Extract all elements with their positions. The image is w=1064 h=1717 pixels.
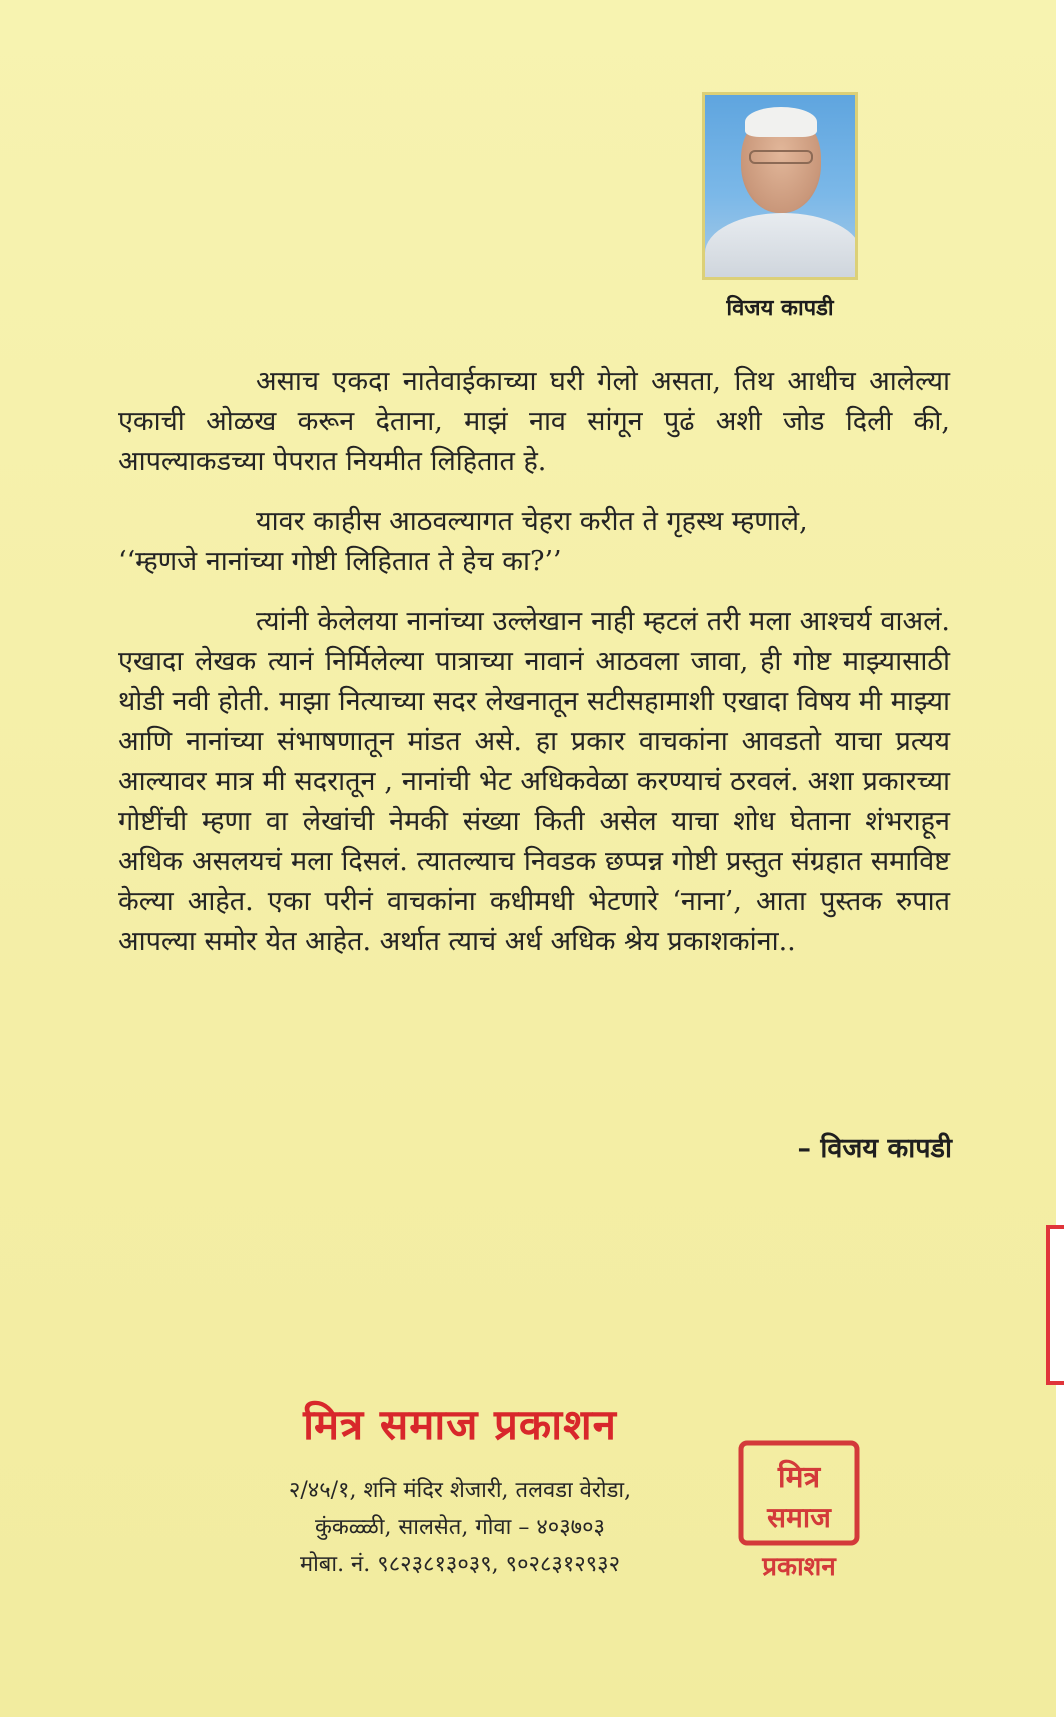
blurb-paragraph: असाच एकदा नातेवाईकाच्या घरी गेलो असता, तिथ आधीच आलेल्या एकाची ओळख करून देताना, माझं नाव सांगून पुढं अशी जोड दिली की, आपल्याकडच्या पेपरात नियमीत लिहितात हे. xyxy=(118,366,950,477)
blurb-signature: – विजय कापडी xyxy=(797,1133,952,1164)
blurb-paragraph: त्यांनी केलेलया नानांच्या उल्लेखान नाही म्हटलं तरी मला आश्चर्य वाअलं. एखादा लेखक त्यानं निर्मिलेल्या पात्राच्या नावानं आठवला जावा, ही गोष्ट माझ्यासाठी थोडी नवी होती. माझा नित्याच्या सदर लेखनातून सटीसहामाशी एखादा विषय मी माझ्या आणि नानांच्या संभाषणातून मांडत असे. हा प्रकार वाचकांना आवडतो याचा प्रत्यय आल्यावर मात्र मी सदरातून , नानांची भेट अधिकवेळा करण्याचं ठरवलं. अशा प्रकारच्या गोष्टींची म्हणा वा लेखांची नेमकी संख्या किती असेल याचा शोध घेताना शंभराहून अधिक असलयचं मला दिसलं. त्यातल्याच निवडक छप्पन्न गोष्टी प्रस्तुत संग्रहात समाविष्ट केल्या आहेत. एका परीनं वाचकांना कधीमधी भेटणारे ‘नाना’, आता पुस्तक रुपात आपल्या समोर येत आहेत. अर्थात त्याचं अर्ध अधिक श्रेय प्रकाशकांना.. xyxy=(118,606,950,957)
author-photo-hair xyxy=(745,107,817,137)
publisher-address xyxy=(210,1472,710,1583)
phone-line: मोबा. नं. ९८२३८१३०३९, ९०२८३१२९३२ xyxy=(299,1552,621,1577)
blurb-quote: ‘‘म्हणजे नानांच्या गोष्टी लिहितात ते हेच का?’’ xyxy=(118,546,562,577)
address-line: २/४५/१, शनि मंदिर शेजारी, तलवडा वेरोडा, xyxy=(288,1478,632,1503)
page-edge xyxy=(1056,0,1064,1717)
publisher-logo xyxy=(735,1435,865,1595)
author-photo-glasses xyxy=(749,150,813,164)
author-photo-caption: विजय कापडी xyxy=(726,296,834,321)
author-photo xyxy=(702,92,858,280)
blurb-paragraph: यावर काहीस आठवल्यागत चेहरा करीत ते गृहस्थ म्हणाले, xyxy=(256,506,808,537)
logo-text-mid: समाज xyxy=(767,1501,831,1534)
edge-label-tab xyxy=(1046,1225,1064,1385)
blurb-text xyxy=(118,362,950,982)
publisher-name: मित्र समाज प्रकाशन xyxy=(303,1400,617,1449)
logo-text-top: मित्र xyxy=(777,1460,821,1495)
logo-text-bottom: प्रकाशन xyxy=(762,1552,836,1582)
address-line: कुंकळ्ळी, सालसेत, गोवा – ४०३७०३ xyxy=(315,1515,605,1540)
author-photo-shirt xyxy=(705,213,858,280)
